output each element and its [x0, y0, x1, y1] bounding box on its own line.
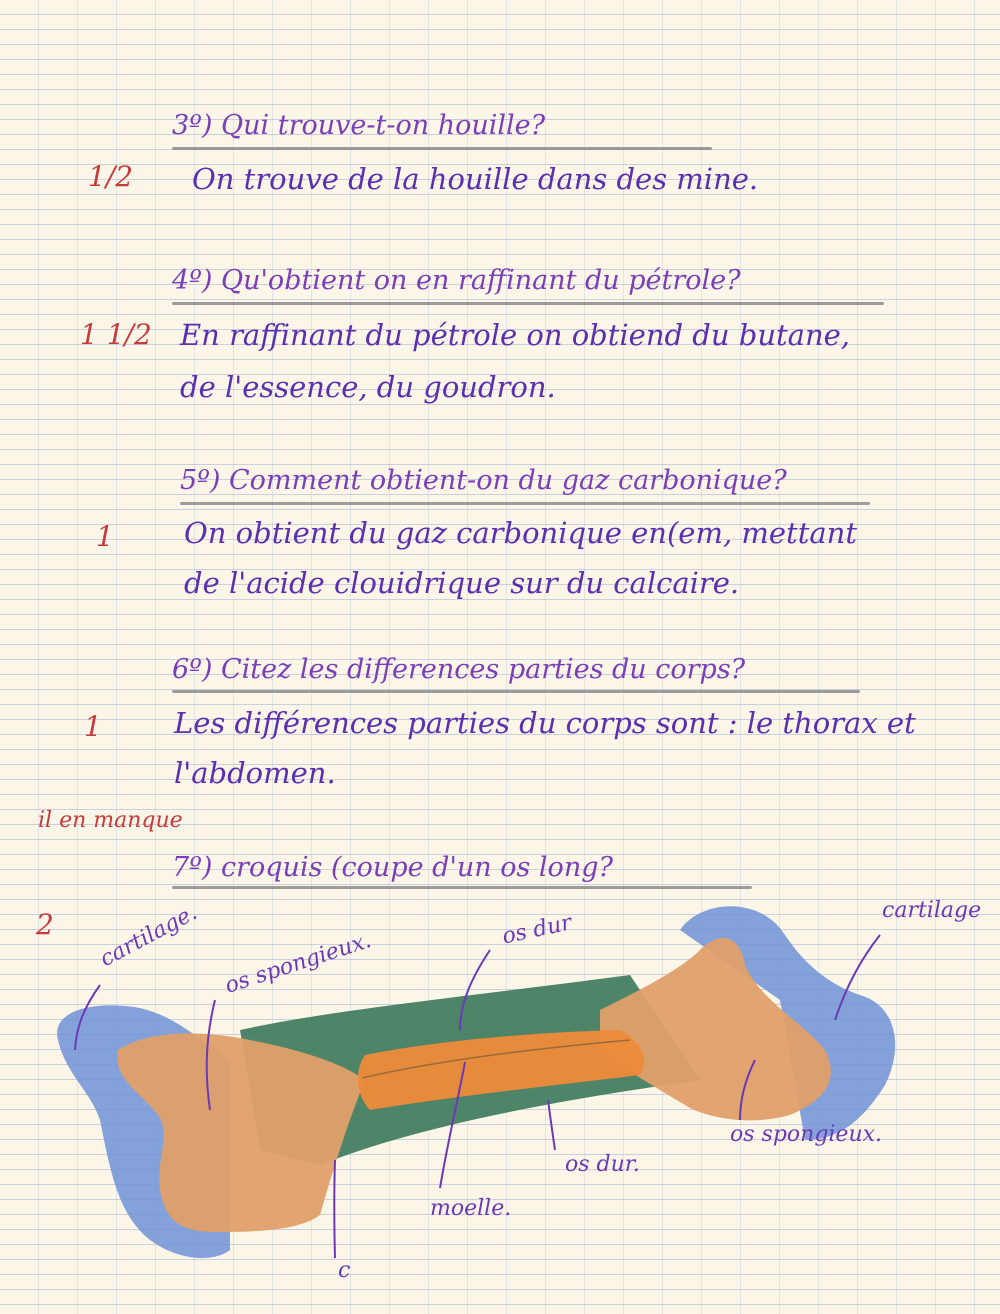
- label-hard-top: os dur: [500, 910, 574, 950]
- answer-4-line-1: En raffinant du pétrole on obtiend du butane,: [180, 318, 851, 352]
- answer-5-line-2: de l'acide clouidrique sur du calcaire.: [184, 566, 740, 600]
- grade-4: 1 1/2: [80, 318, 152, 351]
- grade-6: 1: [84, 710, 102, 743]
- label-hard-bottom: os dur.: [565, 1152, 640, 1177]
- label-cartilage-left: cartilage.: [96, 900, 202, 973]
- answer-3-line-1: On trouve de la houille dans des mine.: [192, 162, 759, 196]
- label-spongy-left: os spongieux.: [222, 928, 375, 999]
- grade-5: 1: [96, 520, 114, 553]
- question-6: 6º) Citez les differences parties du corps?: [172, 654, 746, 685]
- grade-7: 2: [36, 908, 54, 941]
- grade-3-value: 1/2: [88, 160, 134, 193]
- arrow-hard-bottom: [548, 1100, 555, 1150]
- answer-6-line-2: l'abdomen.: [174, 756, 336, 790]
- answer-6-line-1: Les différences parties du corps sont : le thorax et: [174, 706, 916, 740]
- question-7: 7º) croquis (coupe d'un os long?: [172, 852, 613, 883]
- question-3: 3º) Qui trouve-t-on houille?: [172, 110, 546, 141]
- answer-5-line-1: On obtient du gaz carbonique en(em, mettant: [184, 516, 857, 550]
- label-marrow: moelle.: [430, 1196, 512, 1221]
- label-cartilage-right: cartilage: [882, 898, 982, 923]
- margin-note: il en manque: [38, 808, 183, 833]
- arrow-bottom-left: [334, 1160, 335, 1258]
- question-5: 5º) Comment obtient-on du gaz carbonique?: [180, 465, 787, 496]
- question-4: 4º) Qu'obtient on en raffinant du pétrole?: [172, 265, 741, 296]
- label-stray-mark: c: [338, 1258, 351, 1283]
- answer-4-line-2: de l'essence, du goudron.: [180, 370, 556, 404]
- label-spongy-right: os spongieux.: [730, 1122, 883, 1147]
